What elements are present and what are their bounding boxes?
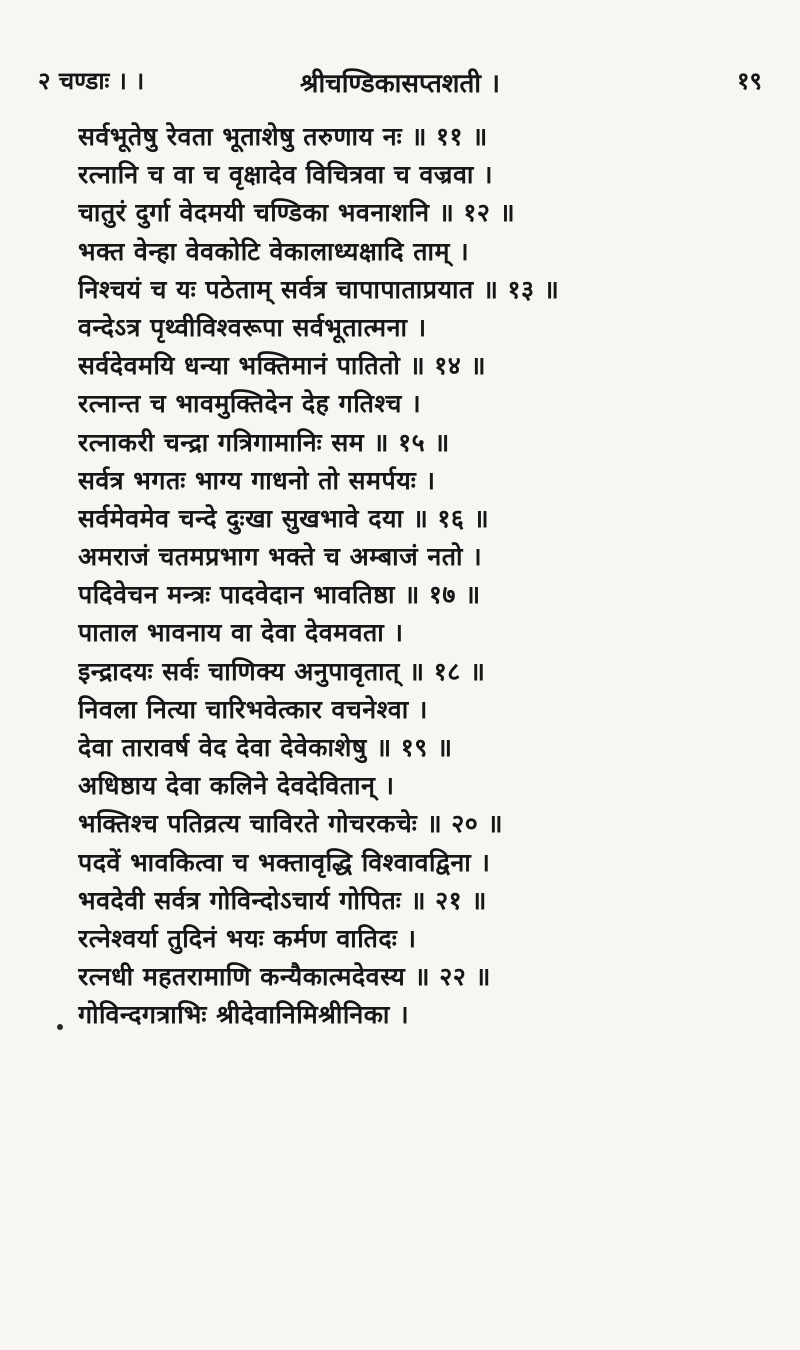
verse-line: देवा तारावर्ष वेद देवा देवेकाशेषु ॥ १९ ॥ xyxy=(78,733,453,762)
verse-line: सर्वदेवमयि धन्या भक्तिमानं पातितो ॥ १४ ॥ xyxy=(78,351,486,381)
verse-line: भक्तिश्च पतिव्रत्य चाविरते गोचरकचेः ॥ २० ॥ xyxy=(78,809,503,839)
verse-text xyxy=(78,118,770,1035)
verse-line: चातुरं दुर्गा वेदमयी चण्डिका भवनाशनि ॥ १२ ॥ xyxy=(78,198,516,228)
verse-line: रत्नेश्वर्या तुदिनं भयः कर्मण वातिदः । xyxy=(78,923,417,953)
header-chapter: २ चण्डाः । । xyxy=(38,66,145,95)
verse-line: वन्देऽत्र पृथ्वीविश्वरूपा सर्वभूतात्मना । xyxy=(78,312,427,342)
verse-line: सर्वत्र भगतः भाग्य गाधनो तो समर्पयः । xyxy=(78,465,436,495)
verse-line: पदवें भावकित्वा च भक्तावृद्धि विश्वावद्विना । xyxy=(78,847,491,877)
ink-speck xyxy=(57,1024,63,1030)
verse-line: रत्नान्त च भावमुक्तिदेन देह गतिश्च । xyxy=(78,389,422,419)
verse-line: भवदेवी सर्वत्र गोविन्दोऽचार्य गोपितः ॥ २१ ॥ xyxy=(78,885,487,915)
header-page-number: १९ xyxy=(737,66,762,95)
verse-line: रत्नाकरी चन्द्रा गत्रिगामानिः सम ॥ १५ ॥ xyxy=(78,427,450,457)
verse-line: इन्द्रादयः सर्वः चाणिक्य अनुपावृतात् ॥ १८ ॥ xyxy=(78,656,486,686)
verse-line: निवला नित्या चारिभवेत्कार वचनेश्वा । xyxy=(78,694,428,724)
verse-line: गोविन्दगत्राभिः श्रीदेवानिमिश्रीनिका । xyxy=(78,1000,410,1030)
verse-line: सर्वभूतेषु रेवता भूताशेषु तरुणाय नः ॥ ११ ॥ xyxy=(78,122,488,151)
verse-line: रत्नानि च वा च वृक्षादेव विचित्रवा च वज्रवा । xyxy=(78,160,494,190)
verse-line: अमराजं चतमप्रभाग भक्ते च अम्बाजं नतो । xyxy=(78,542,483,572)
verse-line: पदिवेचन मन्त्रः पादवेदान भावतिष्ठा ॥ १७ ॥ xyxy=(78,580,481,610)
header-title: श्रीचण्डिकासप्तशती । xyxy=(300,69,500,99)
verse-line: भक्त वेन्हा वेवकोटि वेकालाध्यक्षादि ताम् । xyxy=(78,236,470,266)
verse-line: निश्चयं च यः पठेताम् सर्वत्र चापापाताप्रयात ॥ १३ ॥ xyxy=(78,274,560,304)
running-header xyxy=(38,64,762,104)
verse-line: पाताल भावनाय वा देवा देवमवता । xyxy=(78,618,404,648)
verse-line: अधिष्ठाय देवा कलिने देवदेवितान् । xyxy=(78,771,395,801)
verse-line: रत्नधी महतरामाणि कन्यैकात्मदेवस्य ॥ २२ ॥ xyxy=(78,962,491,992)
verse-line: सर्वमेवमेव चन्दे दुःखा सुखभावे दया ॥ १६ ॥ xyxy=(78,503,490,533)
